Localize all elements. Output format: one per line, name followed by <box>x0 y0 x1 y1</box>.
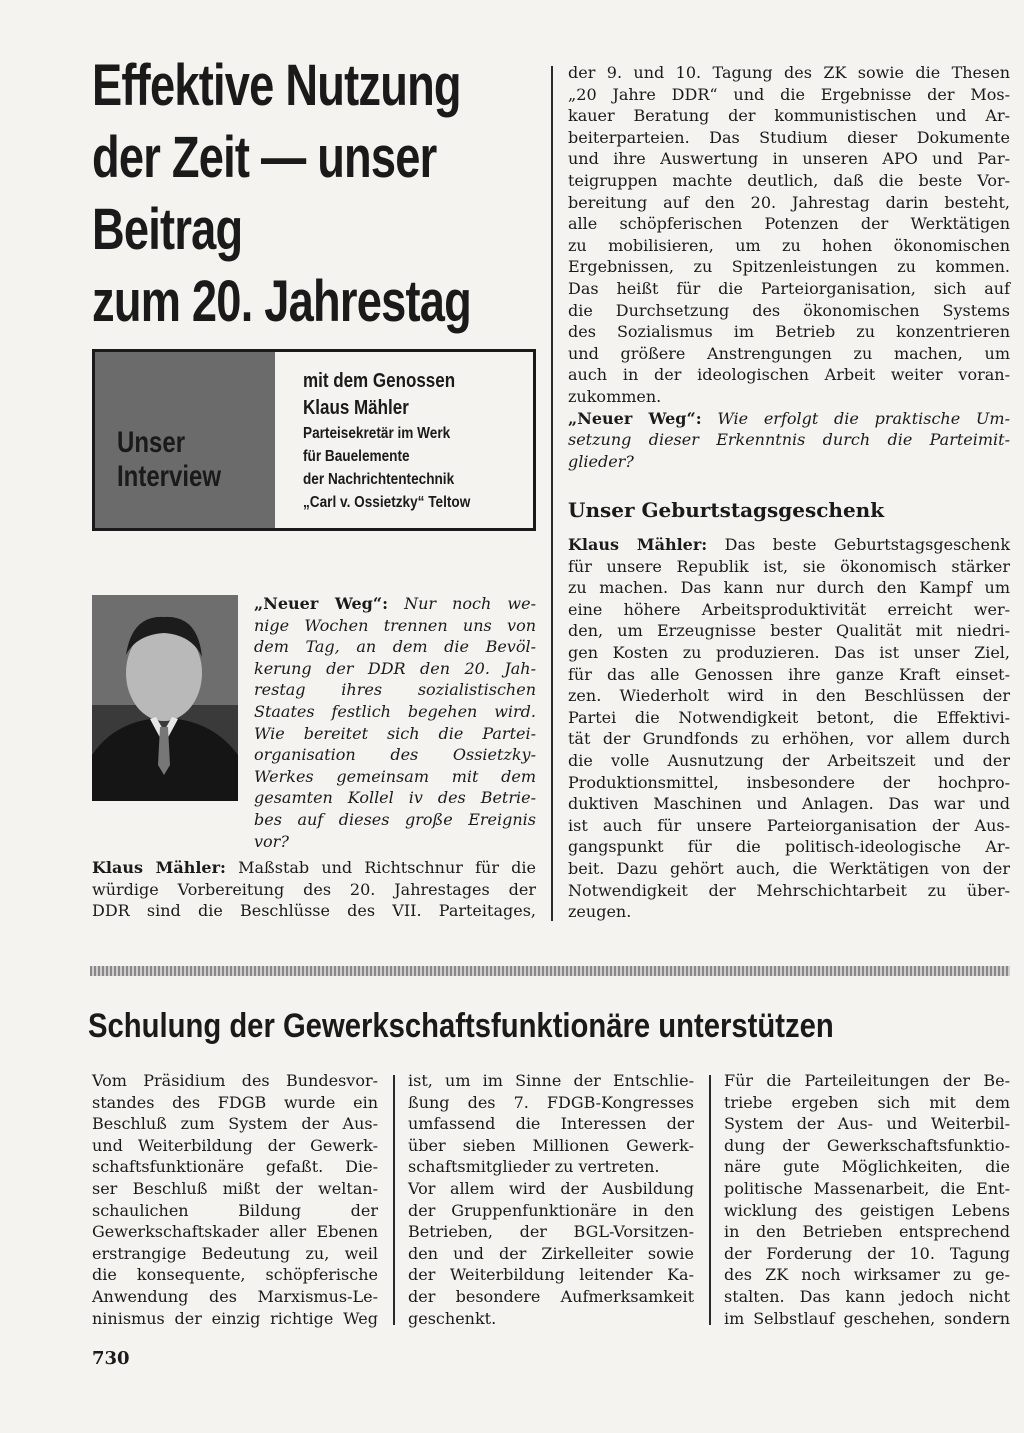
question-text: setzung dieser Erkenntnis durch die Parteimit- <box>568 430 1010 450</box>
interview-label-line: Interview <box>117 460 222 493</box>
question-text: organisation des Ossietzky- <box>254 745 536 765</box>
question-text: gesamten Kollel iv des Betrie- <box>254 788 536 808</box>
headline-line: Beitrag <box>92 197 243 262</box>
body-line: der Weiterbildung leitender Ka- <box>408 1265 694 1285</box>
question-text: vor? <box>254 831 289 851</box>
column-divider <box>551 66 553 921</box>
headline-line: der Zeit — unser <box>92 125 437 190</box>
question-text: nige Wochen trennen uns von <box>254 615 536 635</box>
interview-line: der Nachrichtentechnik <box>303 471 455 488</box>
answer-text: beit. Dazu gehört auch, die Werktätigen von der <box>568 858 1010 878</box>
body-line: den und der Zirkelleiter sowie <box>408 1243 694 1263</box>
answer-text: gangspunkt für die politisch-ideologische Ar- <box>568 837 1010 857</box>
article-column-1 <box>92 1070 378 1329</box>
body-line: die konsequente, schöpferische <box>92 1265 378 1285</box>
body-line: der 9. und 10. Tagung des ZK sowie die Thesen <box>568 63 1010 82</box>
speaker-label: „Neuer Weg“: <box>568 408 702 428</box>
right-column-text <box>568 62 1010 472</box>
interview-line: für Bauelemente <box>303 448 410 465</box>
left-column-question <box>254 593 536 852</box>
body-line: zu mobilisieren, um zu hohen ökonomischen <box>568 235 1010 255</box>
body-line: im Selbstlauf geschehen, sondern <box>724 1308 1010 1328</box>
body-line: Beschluß zum System der Aus- <box>92 1114 378 1134</box>
body-line: über sieben Millionen Gewerk- <box>408 1135 694 1155</box>
body-line: ninismus der einzig richtige Weg <box>92 1308 378 1328</box>
body-line: teigruppen machte deutlich, daß die beste Vor- <box>568 170 1010 190</box>
article-column-3 <box>724 1070 1010 1329</box>
article-title: Schulung der Gewerkschaftsfunktionäre unterstützen <box>88 1007 834 1045</box>
question-text: Werkes gemeinsam mit dem <box>254 766 536 786</box>
interview-line: Klaus Mähler <box>303 397 409 419</box>
body-line: der Forderung der 10. Tagung <box>724 1243 1010 1263</box>
body-line: ßung des 7. FDGB-Kongresses <box>408 1092 694 1112</box>
interview-box <box>92 349 536 531</box>
body-line: politische Massenarbeit, die Ent- <box>724 1178 1010 1198</box>
body-line: Betrieben, der BGL-Vorsitzen- <box>408 1222 694 1242</box>
article-column-2 <box>408 1070 694 1329</box>
answer-text: Produktionsmittel, insbesondere der hochpro- <box>568 772 1010 792</box>
answer-text: eine höhere Arbeitsproduktivität erreicht wer- <box>568 599 1010 619</box>
body-line: und ihre Auswertung in unseren APO und Par- <box>568 149 1010 169</box>
answer-text: duktiven Maschinen und Anlagen. Das war und <box>568 794 1010 814</box>
speaker-label: „Neuer Weg“: <box>254 594 388 613</box>
answer-text: DDR sind die Beschlüsse des VII. Parteitages, <box>92 901 536 921</box>
answer-text: zu machen. Das kann nur durch den Kampf um <box>568 578 1010 598</box>
body-line: alle schöpferischen Potenzen der Werktätigen <box>568 214 1010 234</box>
body-line: System der Aus- und Weiterbil- <box>724 1114 1010 1134</box>
left-column-answer <box>92 857 536 922</box>
question-text: glieder? <box>568 451 634 471</box>
body-line: ist, um im Sinne der Entschlie- <box>408 1071 694 1090</box>
body-line: triebe ergeben sich mit dem <box>724 1092 1010 1112</box>
body-line: des ZK noch wirksamer zu ge- <box>724 1265 1010 1285</box>
body-line: kauer Beratung der kommunistischen und Ar- <box>568 106 1010 126</box>
question-text: restag ihres sozialistischen <box>254 680 536 700</box>
body-line: stalten. Das kann jedoch nicht <box>724 1286 1010 1306</box>
answer-text: für unsere Republik ist, sie ökonomisch stärker <box>568 556 1010 576</box>
body-line: des Sozialismus im Betrieb zu konzentrieren <box>568 322 1010 342</box>
body-line: standes des FDGB wurde ein <box>92 1092 378 1112</box>
answer-text: zeugen. <box>568 902 632 922</box>
body-line: und größere Anstrengungen zu machen, um <box>568 343 1010 363</box>
question-text: dem Tag, an dem die Bevöl- <box>254 637 536 657</box>
question-text: Staates festlich begehen wird. <box>254 701 536 721</box>
question-text: Wie bereitet sich die Partei- <box>254 723 536 743</box>
right-column-answer <box>568 534 1010 923</box>
body-line: schaftsmitglieder zu vertreten. <box>408 1157 660 1177</box>
body-line: der besondere Aufmerksamkeit <box>408 1286 694 1306</box>
body-line: schaftsfunktionäre gefaßt. Die- <box>92 1157 378 1177</box>
body-line: und Weiterbildung der Gewerk- <box>92 1135 378 1155</box>
body-line: erstrangige Bedeutung zu, weil <box>92 1243 378 1263</box>
answer-text: gen Kosten zu produzieren. Das ist unser Ziel, <box>568 642 1010 662</box>
body-line: in den Betrieben entsprechend <box>724 1222 1010 1242</box>
interview-line: mit dem Genossen <box>303 370 456 392</box>
portrait-photo <box>92 595 238 801</box>
body-line: auch in der ideologischen Arbeit weiter voran- <box>568 365 1010 385</box>
speaker-label: Klaus Mähler: <box>92 858 226 877</box>
headline-line: Effektive Nutzung <box>92 53 461 118</box>
interview-line: Parteisekretär im Werk <box>303 425 451 442</box>
headline <box>92 50 544 338</box>
answer-text: Maßstab und Richtschnur für die <box>238 858 536 877</box>
body-line: der Gruppenfunktionäre in den <box>408 1200 694 1220</box>
body-line: „20 Jahre DDR“ und die Ergebnisse der Mos- <box>568 84 1010 104</box>
answer-text: den, um Erzeugnisse bester Qualität mit niedri- <box>568 621 1010 641</box>
body-line: Vom Präsidium des Bundesvor- <box>92 1071 378 1090</box>
question-text: bes auf dieses große Ereignis <box>254 809 536 829</box>
body-line: zukommen. <box>568 386 662 406</box>
body-line: beiterparteien. Das Studium dieser Dokumente <box>568 127 1010 147</box>
interview-label-line: Unser <box>117 426 186 459</box>
question-text: Wie erfolgt die praktische Um- <box>717 408 1010 428</box>
headline-line: zum 20. Jahrestag <box>92 269 471 334</box>
body-line: schaulichen Bildung der <box>92 1200 378 1220</box>
answer-text: Notwendigkeit der Mehrschichtarbeit zu über- <box>568 880 1010 900</box>
answer-text: die volle Ausnutzung der Arbeitszeit und der <box>568 750 1010 770</box>
question-text: Nur noch we- <box>404 594 536 613</box>
body-line: umfassend die Interessen der <box>408 1114 694 1134</box>
answer-text: Partei die Notwendigkeit betont, die Effektivi- <box>568 707 1010 727</box>
page-number: 730 <box>92 1348 130 1369</box>
body-line: bereitung auf den 20. Jahrestag darin besteht, <box>568 192 1010 212</box>
answer-text: ist auch für unsere Parteiorganisation der Aus- <box>568 815 1010 835</box>
answer-text: für das alle Genossen ihre ganze Kraft einset- <box>568 664 1010 684</box>
body-line: ser Beschluß mißt der weltan- <box>92 1178 378 1198</box>
body-line: die Durchsetzung des ökonomischen Systems <box>568 300 1010 320</box>
answer-text: zen. Wiederholt wird in den Beschlüssen der <box>568 686 1010 706</box>
body-line: Vor allem wird der Ausbildung <box>408 1178 694 1198</box>
body-line: Das heißt für die Parteiorganisation, sich auf <box>568 278 1010 298</box>
section-separator <box>90 966 1010 976</box>
body-line: Ergebnissen, zu Spitzenleistungen zu kommen. <box>568 257 1010 277</box>
answer-text: tät der Grundfonds zu erhöhen, vor allem durch <box>568 729 1010 749</box>
speaker-label: Klaus Mähler: <box>568 535 708 554</box>
body-line: Gewerkschaftskader aller Ebenen <box>92 1222 378 1242</box>
portrait-image <box>92 595 238 801</box>
column-divider <box>393 1075 395 1325</box>
section-subheading: Unser Geburtstagsgeschenk <box>568 498 885 522</box>
answer-text: Das beste Geburtstagsgeschenk <box>724 535 1011 554</box>
interview-line: „Carl v. Ossietzky“ Teltow <box>303 494 471 511</box>
body-line: Anwendung des Marxismus-Le- <box>92 1286 378 1306</box>
answer-text: würdige Vorbereitung des 20. Jahrestages der <box>92 879 536 899</box>
body-line: näre gute Möglichkeiten, die <box>724 1157 1010 1177</box>
body-line: wicklung des geistigen Lebens <box>724 1200 1010 1220</box>
body-line: Für die Parteileitungen der Be- <box>724 1071 1010 1090</box>
body-line: geschenkt. <box>408 1308 497 1328</box>
body-line: dung der Gewerkschaftsfunktio- <box>724 1135 1010 1155</box>
interview-label <box>95 352 275 528</box>
question-text: kerung der DDR den 20. Jah- <box>254 658 536 678</box>
interview-subject <box>275 352 533 528</box>
column-divider <box>709 1075 711 1325</box>
